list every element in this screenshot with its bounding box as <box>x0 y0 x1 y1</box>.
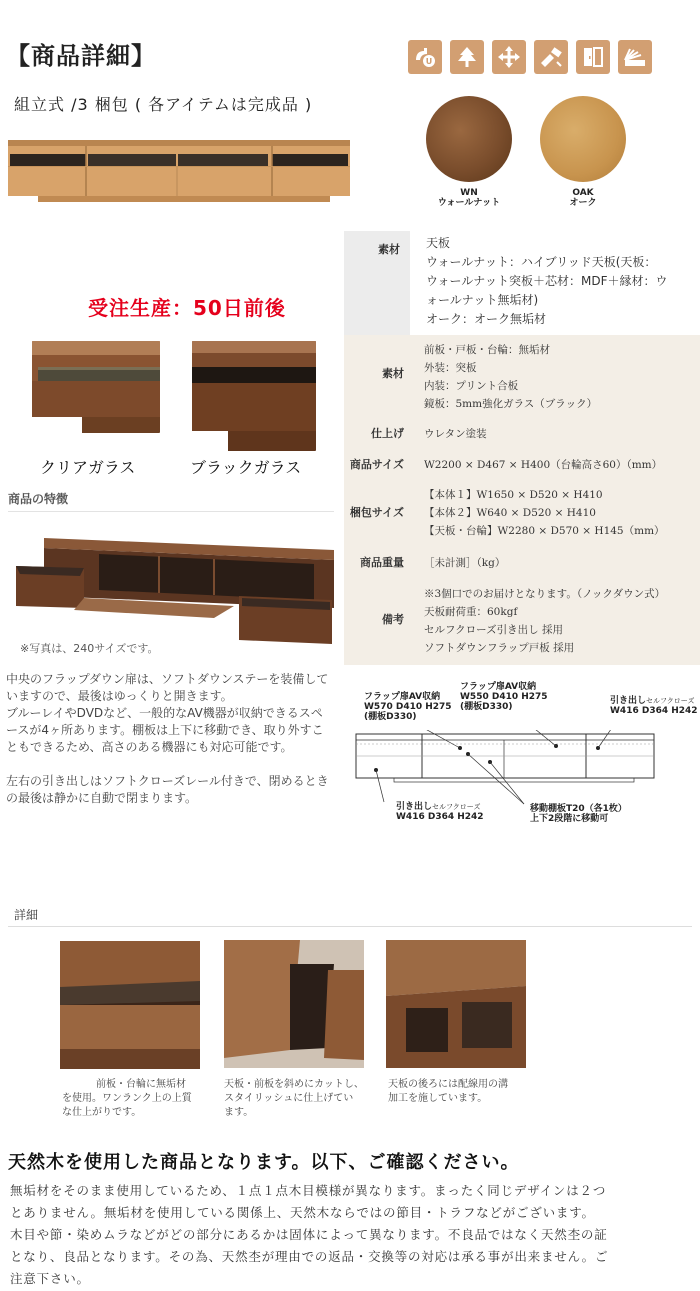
open-board-photo <box>14 536 334 648</box>
spec-row-package-size <box>344 486 700 540</box>
diagram-drawer-right-label <box>610 696 698 716</box>
spec-label: 素材 <box>344 231 410 341</box>
clear-glass-label: クリアガラス <box>40 458 136 477</box>
spec-line: ※3個口でのお届けとなります。（ノックダウン式） <box>424 588 666 600</box>
features-line: ブルーレイやDVDなど、一般的なAV機器が収納できるスペ <box>6 706 323 720</box>
spec-value <box>412 456 700 474</box>
features-line: いますので、最後はゆっくりと開きます。 <box>6 689 233 703</box>
detail-photo-2 <box>224 940 364 1068</box>
spec-line: 外装：突板 <box>424 362 477 374</box>
caption-line: 加工を施しています。 <box>388 1093 488 1104</box>
features-description <box>6 671 340 807</box>
detail-caption-3 <box>388 1078 508 1106</box>
spec-line: セルフクローズ引き出し 採用 <box>424 624 563 636</box>
spec-material-top <box>344 231 700 341</box>
spec-row-material <box>344 341 700 413</box>
oak-swatch-image <box>540 96 626 182</box>
diagram-flap1-label <box>364 692 452 722</box>
diagram-shelf-label <box>530 804 627 824</box>
svg-text:U: U <box>425 57 433 66</box>
spec-value <box>412 486 700 540</box>
page-title: 【商品詳細】 <box>6 42 156 70</box>
spec-label: 梱包サイズ <box>349 506 404 519</box>
swatch-code: WN <box>460 188 478 198</box>
spec-label: 備考 <box>382 613 404 626</box>
spec-row-product-size <box>344 456 700 474</box>
spec-line: ウォールナット：ハイブリッド天板(天板： <box>426 255 657 269</box>
spec-value <box>412 585 700 657</box>
tv-board-photo <box>8 140 350 202</box>
diagram-title: 移動棚板T20（各1枚） <box>530 804 627 814</box>
spec-table <box>344 335 700 665</box>
caption-line: な仕上がりです。 <box>62 1107 142 1118</box>
features-divider <box>8 511 334 512</box>
detail-photo-3 <box>386 940 526 1068</box>
spec-row-finish <box>344 425 700 443</box>
diagram-dims: W416 D364 H242 <box>396 812 484 822</box>
caption-line: を使用。ワンランク上の上質 <box>62 1093 192 1104</box>
swatch-name: ウォールナット <box>437 198 501 208</box>
feature-icon-bar <box>408 40 652 74</box>
caption-line: ます。 <box>224 1107 254 1118</box>
features-line <box>6 756 340 773</box>
spec-line: オーク：オーク無垢材 <box>426 312 547 326</box>
diagram-note: 上下2段階に移動可 <box>530 814 609 824</box>
notice-line: 無垢材をそのまま使用しているため、１点１点木目模様が異なります。まったく同じデザインは２つ <box>10 1183 607 1198</box>
spec-line: ソフトダウンフラップ戸板 採用 <box>424 642 575 654</box>
spec-line: W2200 × D467 × H400（台輪高さ60）（mm） <box>424 459 663 471</box>
door-icon <box>576 40 610 74</box>
spec-label: 仕上げ <box>371 427 404 440</box>
spec-line: 前板・戸板・台輪：無垢材 <box>424 344 550 356</box>
natural-wood-notice <box>10 1180 692 1290</box>
diagram-dims: W550 D410 H275 <box>460 692 548 702</box>
structure-diagram <box>354 730 658 810</box>
diagram-title: 引き出し <box>610 696 647 706</box>
spec-value <box>410 231 700 341</box>
caption-line: 天板・前板を斜めにカットし、 <box>224 1079 364 1090</box>
flap-icon <box>618 40 652 74</box>
detail-photo-1 <box>60 941 200 1069</box>
vacuum-icon <box>534 40 568 74</box>
caption-line: 前板・台輪に無垢材 <box>96 1079 186 1090</box>
spec-value <box>412 554 700 572</box>
diagram-title: 引き出し <box>396 802 433 812</box>
photo-size-note: ※写真は、240サイズです。 <box>20 642 159 655</box>
spec-line: ウォールナット突板＋芯材：MDF＋縁材：ウ <box>426 274 668 288</box>
features-line: の最後は静かに自動で閉まります。 <box>6 791 198 805</box>
spec-line: 【本体２】W640 × D520 × H410 <box>424 507 596 519</box>
natural-wood-heading: 天然木を使用した商品となります。以下、ご確認ください。 <box>8 1152 520 1173</box>
diagram-shelf: (棚板D330) <box>364 712 417 722</box>
caption-line: スタイリッシュに仕上げてい <box>224 1093 354 1104</box>
spec-line: 天板耐荷重：60kgf <box>424 606 518 618</box>
diagram-dims: W416 D364 H242 <box>610 706 698 716</box>
spec-label: 商品サイズ <box>349 458 404 471</box>
spec-value <box>412 425 700 443</box>
notice-line: 注意下さい。 <box>10 1271 90 1286</box>
tree-icon <box>450 40 484 74</box>
spec-line: 内装：プリント合板 <box>424 380 519 392</box>
diagram-flap2-label <box>460 682 548 712</box>
diagram-dims: W570 D410 H275 <box>364 702 452 712</box>
spec-line: 鏡板：5mm強化ガラス（ブラック） <box>424 398 598 410</box>
black-glass-label: ブラックガラス <box>190 458 302 477</box>
details-divider <box>8 926 692 927</box>
diagram-title: フラップ扉AV収納 <box>364 692 441 702</box>
chair-icon <box>408 40 442 74</box>
diagram-tag: セルフクローズ <box>432 803 481 811</box>
spec-line: 【本体１】W1650 × D520 × H410 <box>424 489 603 501</box>
spec-line: ［未計測］（kg） <box>424 557 506 569</box>
spec-row-notes <box>344 585 700 657</box>
features-line: 中央のフラップダウン扉は、ソフトダウンステーを装備して <box>6 672 329 686</box>
notice-line: 木目や節・染めムラなどがどの部分にあるかは固体によって異なります。不良品ではなく天然杢の証 <box>10 1227 608 1242</box>
caption-line: 天板の後ろには配線用の溝 <box>388 1079 508 1090</box>
made-to-order-notice: 受注生産：50日前後 <box>88 296 286 320</box>
swatch-walnut[interactable] <box>420 96 518 208</box>
move-icon <box>492 40 526 74</box>
clear-glass-photo <box>32 341 160 433</box>
spec-line: ウレタン塗装 <box>424 428 487 440</box>
diagram-tag: セルフクローズ <box>646 697 695 705</box>
diagram-shelf: (棚板D330) <box>460 702 513 712</box>
spec-value <box>412 341 700 413</box>
diagram-drawer-left-label <box>396 802 484 822</box>
spec-line: 天板 <box>426 236 451 250</box>
details-heading: 詳細 <box>14 908 39 922</box>
diagram-title: フラップ扉AV収納 <box>460 682 537 692</box>
features-line: 左右の引き出しはソフトクローズレール付きで、閉めるとき <box>6 774 329 788</box>
swatch-code: OAK <box>572 188 594 198</box>
detail-caption-2 <box>224 1078 372 1120</box>
features-line: ースが4ヶ所あります。棚板は上下に移動でき、取り外すこ <box>6 723 324 737</box>
spec-line: ォールナット無垢材) <box>426 293 539 307</box>
spec-row-weight <box>344 554 700 572</box>
spec-label: 素材 <box>382 367 404 380</box>
assembly-subtitle: 組立式 /3 梱包 ( 各アイテムは完成品 ) <box>14 95 313 114</box>
features-heading: 商品の特徴 <box>8 492 69 506</box>
features-line: ともできるため、高さのある機器にも対応可能です。 <box>6 740 293 754</box>
spec-label: 商品重量 <box>360 556 404 569</box>
walnut-swatch-image <box>426 96 512 182</box>
notice-line: とありません。無垢材を使用している関係上、天然木ならではの節目・トラフなどがございます。 <box>10 1205 595 1220</box>
swatch-name: オーク <box>569 198 597 208</box>
spec-line: 【天板・台輪】W2280 × D570 × H145（mm） <box>424 525 665 537</box>
swatch-oak[interactable] <box>534 96 632 208</box>
detail-caption-1 <box>62 1078 192 1120</box>
notice-line: となり、良品となります。その為、天然杢が理由での返品・交換等の対応は承る事が出来ません。ご <box>10 1249 609 1264</box>
black-glass-photo <box>192 341 316 451</box>
